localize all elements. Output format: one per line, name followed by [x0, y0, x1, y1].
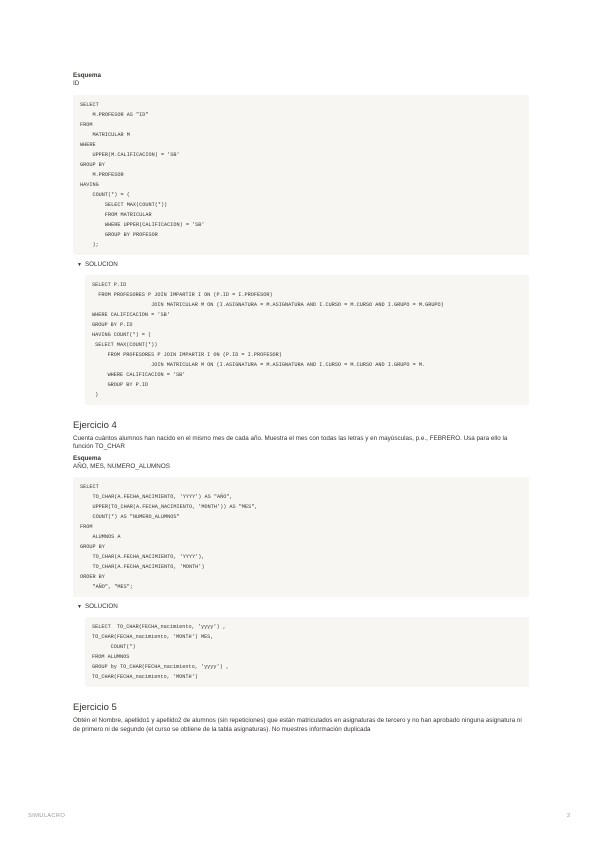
page-number: 2: [567, 813, 571, 819]
code-line: ORDER BY: [80, 574, 105, 580]
code-line: SELECT: [80, 101, 99, 108]
triangle-down-icon: ▼: [77, 261, 82, 268]
code-line: HAVING COUNT(*) = (: [92, 331, 152, 338]
code-line: WHERE CALIFICACION = 'SB': [92, 311, 170, 318]
solution-toggle[interactable]: [77, 603, 529, 611]
code-line: JOIN MATRICULAR M ON (I.ASIGNATURA = M.ASIGNATURA AND I.CURSO = M.CURSO AND I.GRUPO = M.: [92, 361, 426, 368]
code-line: TO_CHAR(FECHA_nacimiento, 'MONTH'): [92, 674, 198, 680]
code-line: COUNT(*) = (: [80, 191, 130, 198]
schema-label: Esquema: [73, 454, 101, 462]
code-line: SELECT MAX(COUNT(*)): [80, 201, 168, 208]
code-block-solution: [85, 617, 529, 687]
code-line: TO_CHAR(FECHA_nacimiento, 'MONTH') MES,: [92, 634, 214, 640]
code-line: WHERE UPPER(CALIFICACION) = 'SB': [80, 221, 205, 228]
page-content: [73, 72, 529, 734]
triangle-down-icon: ▼: [77, 604, 82, 610]
code-line: FROM: [80, 121, 93, 128]
code-line: SELECT TO_CHAR(FECHA_nacimiento, 'yyyy') ,: [92, 624, 226, 630]
code-line: UPPER(TO_CHAR(A.FECHA_NACIMIENTO, 'MONTH')) AS "MES",: [80, 504, 258, 510]
footer-title: SIMULACRO: [28, 813, 66, 819]
exercise-description: Cuenta cuántos alumnos han nacido en el mismo mes de cada año. Muestra el mes con todas las letras y en mayúsculas, p.e., FEBRERO. Usa para ello la función TO_CHAR: [73, 434, 508, 450]
code-line: SELECT P.ID: [92, 281, 127, 288]
code-line: HAVING: [80, 181, 99, 188]
solution-toggle-label: SOLUCION: [84, 260, 118, 268]
code-line: FROM MATRICULAR: [80, 211, 152, 218]
code-line: GROUP BY: [80, 161, 105, 168]
code-line: GROUP BY P.ID: [92, 321, 133, 328]
code-block-query: [73, 95, 529, 255]
code-line: TO_CHAR(A.FECHA_NACIMIENTO, 'YYYY'),: [80, 554, 205, 560]
code-line: GROUP BY PROFESOR: [80, 231, 158, 238]
code-line: FROM PROFESORES P JOIN IMPARTIR I ON (P.ID = I.PROFESOR): [92, 351, 282, 358]
code-line: WHERE CALIFICACION = 'SB': [92, 371, 186, 378]
code-line: COUNT(*) AS "NUMERO_ALUMNOS": [80, 514, 180, 520]
schema-value: AÑO, MES, NUMERO_ALUMNOS: [73, 462, 170, 470]
code-line: ALUMNOS A: [80, 534, 121, 540]
exercise-heading: Ejercicio 4: [73, 419, 117, 431]
code-line: UPPER(M.CALIFICACION) = 'SB': [80, 151, 180, 158]
code-line: COUNT(*): [92, 644, 136, 650]
code-block-query: [73, 477, 529, 597]
solution-toggle-label: SOLUCION: [84, 603, 118, 610]
schema-value: ID: [73, 80, 80, 87]
code-line: SELECT MAX(COUNT(*)): [92, 341, 158, 348]
code-line: FROM ALUMNOS: [92, 654, 130, 660]
code-block-solution: [85, 275, 529, 405]
code-line: WHERE: [80, 141, 96, 148]
code-line: SELECT: [80, 484, 99, 490]
code-line: JOIN MATRICULAR M ON (I.ASIGNATURA = M.ASIGNATURA AND I.CURSO = M.CURSO AND I.GRUPO = M.GRUPO): [92, 301, 444, 308]
exercise-heading: Ejercicio 5: [73, 702, 117, 713]
code-line: );: [80, 241, 99, 248]
code-line: FROM PROFESORES P JOIN IMPARTIR I ON (P.ID = I.PROFESOR): [92, 291, 273, 298]
code-line: GROUP BY P.ID: [92, 381, 149, 388]
code-line: MATRICULAR M: [80, 131, 130, 138]
exercise-description: Obtén el Nombre, apellido1 y apellido2 de alumnos (sin repeticiones) que están matriculados en asignaturas de tercero y no han aprobado ninguna asignatura ni de primero ni de segundo (el curso se obtiene de la tabla asignaturas). No muestres información duplicada: [73, 717, 522, 733]
schema-label: Esquema: [73, 72, 101, 79]
code-line: M.PROFESOR AS "ID": [80, 111, 149, 118]
code-line: M.PROFESOR: [80, 171, 124, 178]
code-line: "AÑO", "MES";: [80, 584, 133, 590]
code-line: TO_CHAR(A.FECHA_NACIMIENTO, 'YYYY') AS "AÑO",: [80, 494, 233, 500]
code-line: TO_CHAR(A.FECHA_NACIMIENTO, 'MONTH'): [80, 564, 205, 570]
solution-toggle[interactable]: [77, 261, 529, 269]
code-line: ): [92, 391, 99, 398]
code-line: GROUP by TO_CHAR(FECHA_nacimiento, 'yyyy') ,: [92, 664, 229, 670]
code-line: FROM: [80, 524, 93, 530]
code-line: GROUP BY: [80, 544, 105, 550]
